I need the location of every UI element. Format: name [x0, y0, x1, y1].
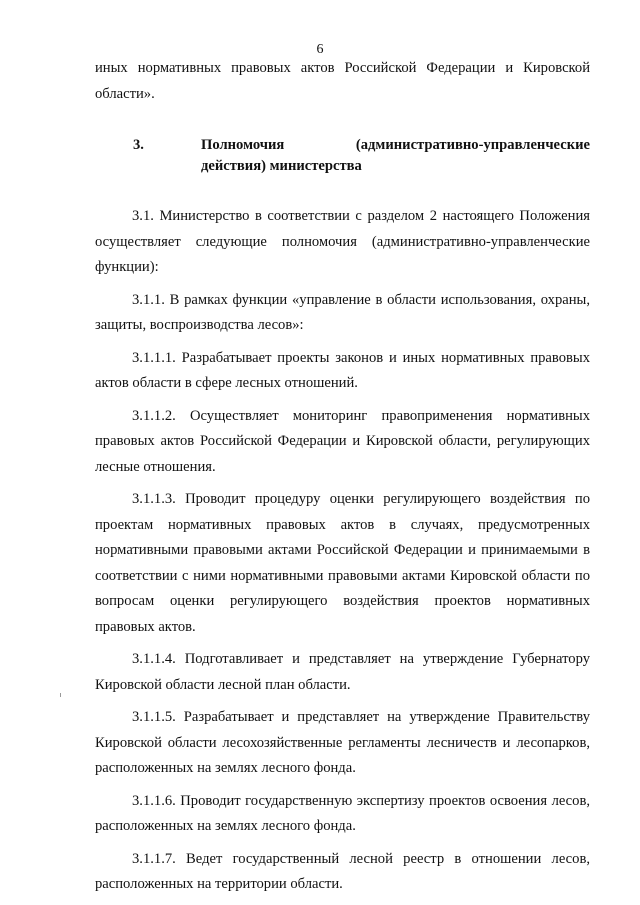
paragraph-3-1-1-3: 3.1.1.3. Проводит процедуру оценки регулирующего воздействия по проектам нормативных правовых актов в случаях, предусмотренных нормативными правовыми актами Российской Федерации и принимаемыми в соответствии с ними нормативными правовыми актами Кировской области по вопросам оценки регулирующего воздействия проектов нормативных правовых актов. [95, 491, 590, 635]
paragraph-3-1-1: 3.1.1. В рамках функции «управление в области использования, охраны, защиты, воспроизводства лесов»: [95, 291, 590, 333]
paragraph-3-1-1-7: 3.1.1.7. Ведет государственный лесной реестр в отношении лесов, расположенных на территории области. [95, 850, 590, 892]
paragraph-3-1-1-6: 3.1.1.6. Проводит государственную экспертизу проектов освоения лесов, расположенных на землях лесного фонда. [95, 792, 590, 834]
paragraph-3-1-1-1: 3.1.1.1. Разрабатывает проекты законов и иных нормативных правовых актов области в сфере лесных отношений. [95, 349, 590, 391]
document-body [95, 56, 590, 898]
paragraph-3-1-1-4: 3.1.1.4. Подготавливает и представляет на утверждение Губернатору Кировской области лесной план области. [95, 651, 590, 693]
paragraph-3-1-1-5: 3.1.1.5. Разрабатывает и представляет на утверждение Правительству Кировской области лесохозяйственные регламенты лесничеств и лесопарков, расположенных на землях лесного фонда. [95, 709, 590, 776]
paragraph-3-1: 3.1. Министерство в соответствии с разделом 2 настоящего Положения осуществляет следующие полномочия (административно-управленческие функции): [95, 208, 590, 275]
paragraph-3-1-1-2: 3.1.1.2. Осуществляет мониторинг правоприменения нормативных правовых актов Российской Федерации и Кировской области, регулирующих лесные отношения. [95, 407, 590, 475]
section-title: Полномочия (административно-управленческие действия) министерства [201, 137, 590, 174]
continuation-paragraph: иных нормативных правовых актов Российской Федерации и Кировской области». [95, 60, 590, 102]
section-heading [95, 135, 590, 177]
scan-margin-mark [60, 693, 61, 697]
section-number: 3. [133, 137, 144, 153]
page-number: 6 [316, 42, 324, 57]
